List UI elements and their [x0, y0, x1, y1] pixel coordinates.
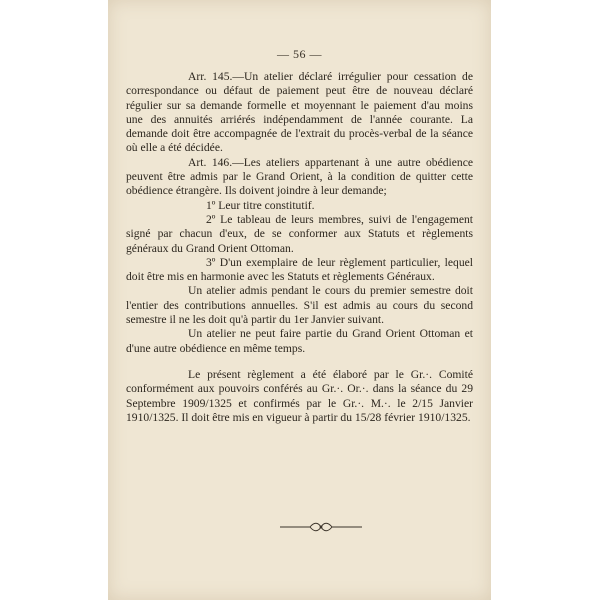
document-page	[108, 0, 491, 600]
ornament-divider	[278, 521, 364, 533]
requirement-2: 2º Le tableau de leurs membres, suivi de l'engagement signé par chacun d'eux, de se conformer aux Statuts et règlements généraux du Grand Orient Ottoman.	[126, 212, 473, 255]
text-body	[126, 70, 473, 425]
paragraph-spacer	[126, 356, 473, 368]
semester-rule: Un atelier admis pendant le cours du premier semestre doit l'entier des contributions annuelles. S'il est admis au cours du second semestre il ne les doit qu'à partir du 1er Janvier suivant.	[126, 284, 473, 327]
article-146: Art. 146.—Les ateliers appartenant à une autre obédience peuvent être admis par le Grand Orient, à la condition de quitter cette obédience étrangère. Ils doivent joindre à leur demande;	[126, 155, 473, 198]
closing-statement: Le présent règlement a été élaboré par le Gr.·. Comité conformément aux pouvoirs conférés au Gr.·. Or.·. dans la séance du 29 Septembre 1909/1325 et confirmés par le Gr.·. M.·. le 2/15 Janvier 1910/1325. Il doit être mis en vigueur à partir du 15/28 février 1910/1325.	[126, 367, 473, 424]
article-145: Arr. 145.—Un atelier déclaré irrégulier pour cessation de correspondance ou défaut de paiement peut être de nouveau déclaré régulier sur sa demande formelle et moyennant le paiement d'au moins une des annuités arriérés indépendamment de l'année courante. La demande doit être accompagnée de l'extrait du procès-verbal de la séance où elle a été décidée.	[126, 70, 473, 155]
requirement-1: 1º Leur titre constitutif.	[206, 198, 315, 212]
dual-membership-rule: Un atelier ne peut faire partie du Grand Orient Ottoman et d'une autre obédience en même temps.	[126, 327, 473, 355]
requirement-3: 3º D'un exemplaire de leur règlement particulier, lequel doit être mis en harmonie avec les Statuts et règlements Généraux.	[126, 255, 473, 284]
page-number: — 56 —	[277, 47, 322, 61]
